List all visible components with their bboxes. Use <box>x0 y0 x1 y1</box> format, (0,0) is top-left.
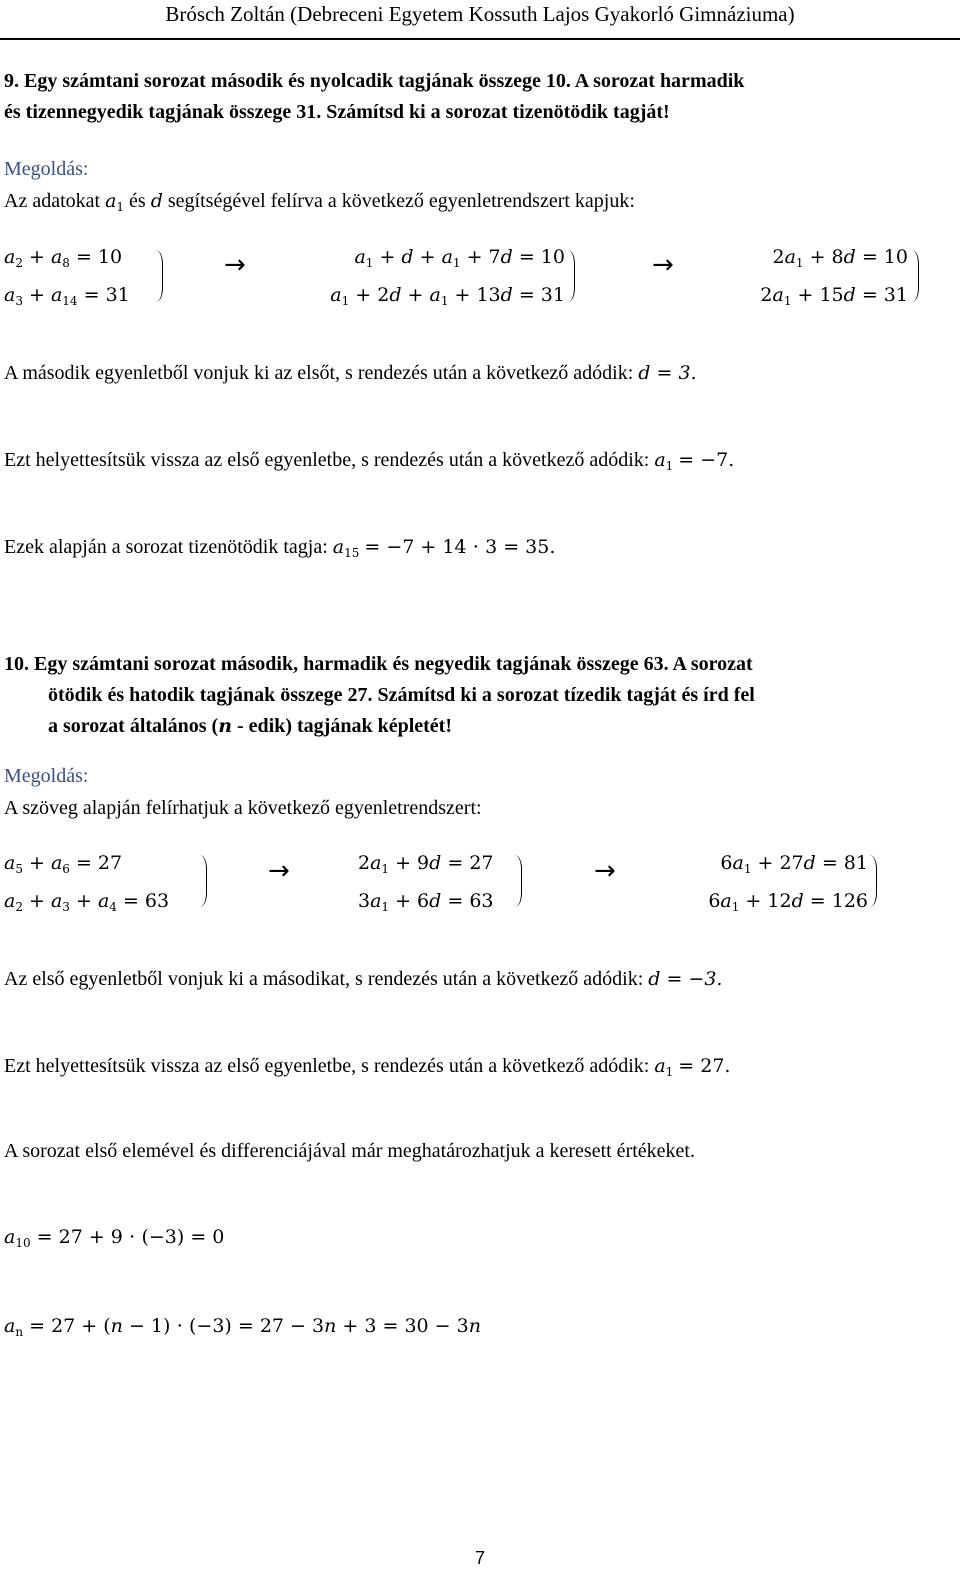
brace-icon <box>200 855 210 907</box>
step-10-3: A sorozat első elemével és differenciájával már meghatározhatjuk a keresett értékeket. <box>4 1140 695 1162</box>
right-arrow-icon: → <box>268 856 290 886</box>
eq-9-1a: $a_2 + a_8 = 10$ <box>4 246 123 270</box>
n-var: n <box>218 715 233 737</box>
right-arrow-icon: → <box>224 250 246 280</box>
step-10-2-math: = 27. <box>678 1055 731 1077</box>
intro-10: A szöveg alapján felírhatjuk a következő egyenletrendszert: <box>4 797 482 819</box>
solution-label-9: Megoldás: <box>4 158 89 180</box>
problem-9-statement <box>4 66 744 128</box>
formula-an-part-3: + 3 = 30 − 3 <box>342 1315 469 1337</box>
header-rule <box>0 38 960 40</box>
eq-10-1a: $a_5 + a_6 = 27$ <box>4 852 123 876</box>
solution-label-10: Megoldás: <box>4 765 89 787</box>
step-10-2 <box>4 1055 730 1079</box>
step-9-2 <box>4 449 734 473</box>
step-10-1-text: Az első egyenletből vonjuk ki a másodikat, s rendezés után a következő adódik: <box>4 968 644 990</box>
page-number: 7 <box>474 1548 485 1568</box>
formula-a10: $a_{10} = 27 + 9 \cdot (-3) = 0$ <box>4 1226 225 1250</box>
eq-10-2a: $2a_1 + 9d = 27$ <box>358 852 494 876</box>
eq-10-1b: $a_2 + a_3 + a_4 = 63$ <box>4 890 170 914</box>
problem-10-line-1: 10. Egy számtani sorozat második, harmadik és negyedik tagjának összege 63. A sorozat <box>4 653 753 675</box>
step-9-3-text: Ezek alapján a sorozat tizenötödik tagja: <box>4 536 328 558</box>
system-10-left <box>4 847 169 923</box>
eq-10-2b: $3a_1 + 6d = 63$ <box>358 890 494 914</box>
eq-9-3b: $2a_1 + 15d = 31$ <box>760 284 908 308</box>
problem-10-line-3 <box>4 711 755 742</box>
page-header: Brósch Zoltán (Debreceni Egyetem Kossuth Lajos Gyakorló Gimnáziuma) <box>165 2 795 26</box>
brace-icon <box>156 250 166 302</box>
right-arrow-icon: → <box>652 250 674 280</box>
formula-a10-rhs: = 27 + 9 ⋅ (−3) = 0 <box>36 1226 225 1248</box>
formula-an-part-1: = 27 + ( <box>29 1315 111 1337</box>
problem-10-statement <box>4 649 755 742</box>
brace-icon <box>912 250 922 302</box>
system-9-middle <box>300 241 565 317</box>
step-9-1-math: d = 3. <box>638 362 697 384</box>
formula-an-part-2: − 1) ⋅ (−3) = 27 − 3 <box>128 1315 325 1337</box>
system-9-right <box>718 241 908 317</box>
system-10-right <box>672 847 868 923</box>
eq-10-3b: $6a_1 + 12d = 126$ <box>708 890 868 914</box>
step-10-2-a1: $a_1$ <box>654 1055 674 1079</box>
intro-9 <box>4 190 635 214</box>
step-10-1 <box>4 968 722 991</box>
brace-icon <box>568 250 578 302</box>
step-9-2-a1: $a_1$ <box>654 449 674 473</box>
step-10-1-math: d = −3. <box>648 968 723 990</box>
problem-10-line-3a: a sorozat általános ( <box>48 715 219 737</box>
brace-icon <box>515 855 525 907</box>
formula-an: $a_n = 27 + (n - 1) \cdot (-3) = 27 - 3n + 3 = 30 - 3n$ <box>4 1315 481 1339</box>
eq-9-2a: $a_1 + d + a_1 + 7d = 10$ <box>354 246 565 270</box>
eq-9-3a: $2a_1 + 8d = 10$ <box>772 246 908 270</box>
eq-10-3a: $6a_1 + 27d = 81$ <box>720 852 868 876</box>
step-9-1-text: A második egyenletből vonjuk ki az elsőt, s rendezés után a következő adódik: <box>4 362 634 384</box>
problem-9-line-1: 9. Egy számtani sorozat második és nyolcadik tagjának összege 10. A sorozat harmadik <box>4 70 745 92</box>
problem-9-line-2: és tizennegyedik tagjának összege 31. Számítsd ki a sorozat tizenötödik tagját! <box>4 101 670 123</box>
step-9-1 <box>4 362 697 385</box>
intro-9-b: és <box>129 190 146 212</box>
system-10-middle <box>358 847 494 923</box>
step-9-3-math: = −7 + 14 ⋅ 3 = 35. <box>364 536 556 558</box>
intro-9-a1: $a_1$ <box>105 190 125 214</box>
right-arrow-icon: → <box>594 856 616 886</box>
brace-icon <box>870 855 880 907</box>
eq-9-1b: $a_3 + a_{14} = 31$ <box>4 284 130 308</box>
step-9-3 <box>4 536 555 560</box>
step-10-2-text: Ezt helyettesítsük vissza az első egyenletbe, s rendezés után a következő adódik: <box>4 1055 650 1077</box>
intro-9-a: Az adatokat <box>4 190 101 212</box>
step-9-2-math: = −7. <box>678 449 735 471</box>
step-9-3-a15: $a_{15}$ <box>332 536 360 560</box>
eq-9-2b: $a_1 + 2d + a_1 + 13d = 31$ <box>330 284 565 308</box>
step-9-2-text: Ezt helyettesítsük vissza az első egyenletbe, s rendezés után a következő adódik: <box>4 449 650 471</box>
intro-9-d: d <box>150 190 163 212</box>
system-9-left <box>4 241 130 317</box>
intro-9-c: segítségével felírva a következő egyenletrendszert kapjuk: <box>167 190 635 212</box>
problem-10-line-2: ötödik és hatodik tagjának összege 27. Számítsd ki a sorozat tízedik tagját és írd fel <box>48 684 755 706</box>
problem-10-line-3b: - edik) tagjának képletét! <box>237 715 452 737</box>
